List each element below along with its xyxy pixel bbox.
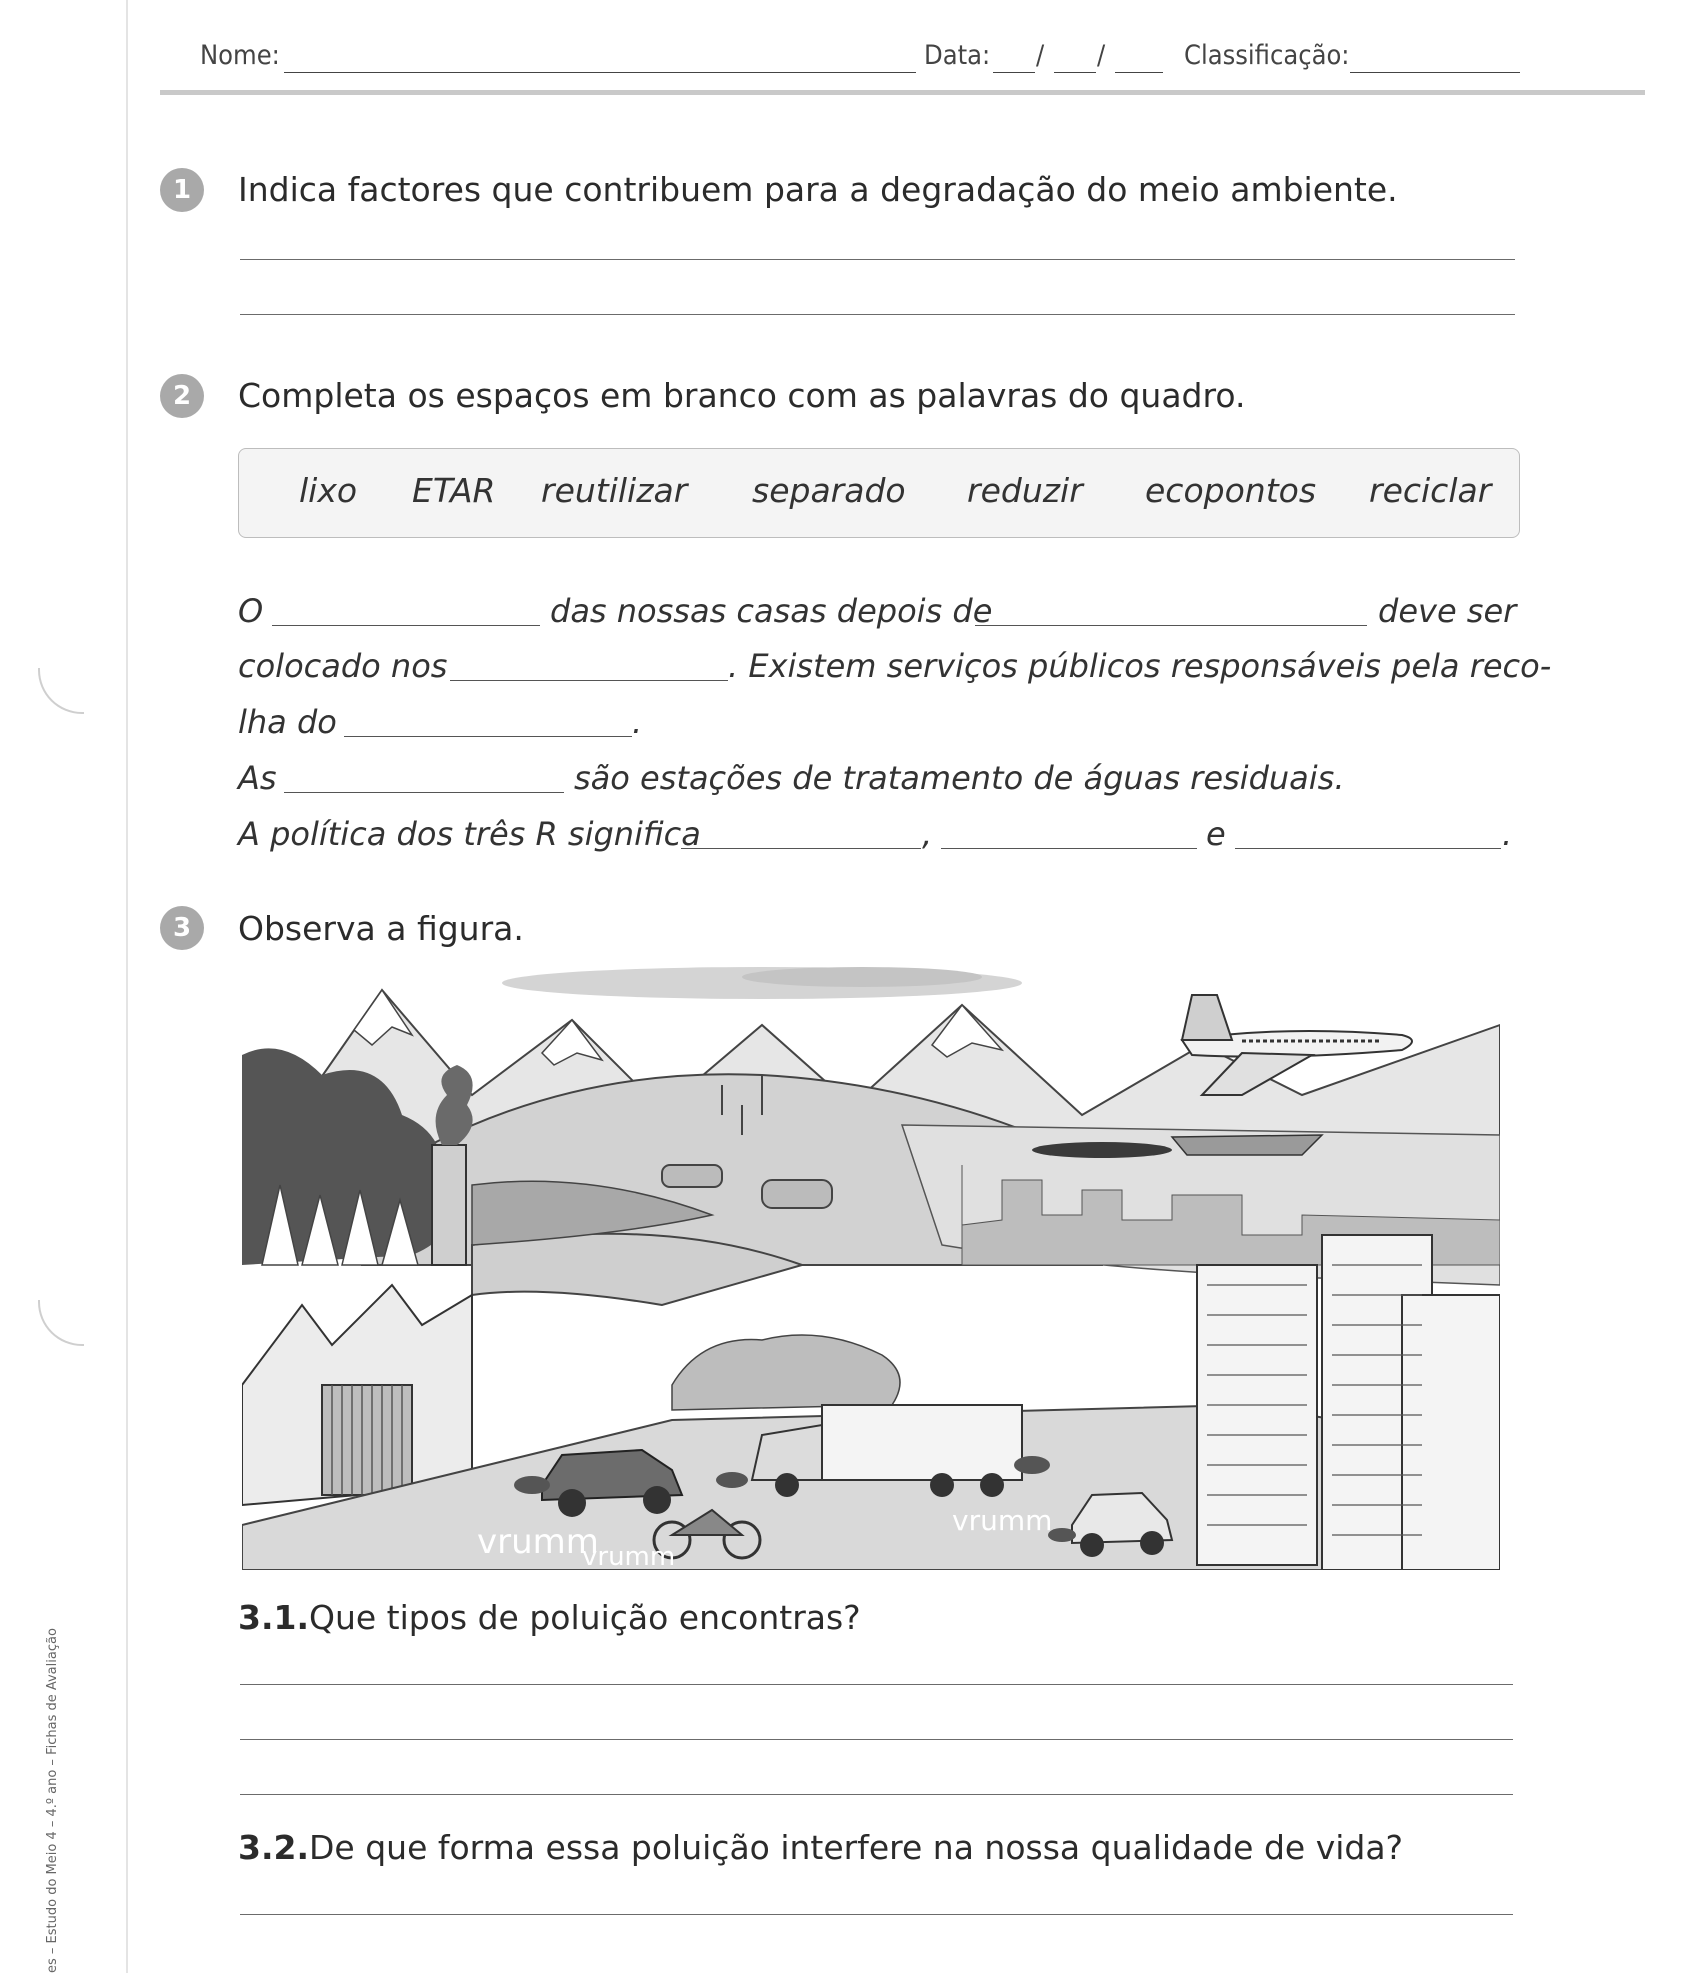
- word-bank-item: lixo: [299, 471, 358, 510]
- binding-edge: [126, 0, 128, 1973]
- paragraph-text: colocado nos: [238, 647, 448, 685]
- word-bank-box: [238, 448, 1520, 538]
- fill-blank[interactable]: [681, 848, 921, 849]
- subquestion-3-1: [238, 1598, 861, 1637]
- paragraph-text: ,: [922, 815, 933, 853]
- question-3-text: Observa a figura.: [238, 909, 524, 948]
- classification-field[interactable]: [1350, 72, 1520, 73]
- question-2-text: Completa os espaços em branco com as palavras do quadro.: [238, 376, 1246, 415]
- paragraph-text: lha do: [238, 703, 337, 741]
- paragraph-text: .: [1502, 815, 1513, 853]
- answer-line[interactable]: [240, 1739, 1513, 1740]
- sound-effect-text: vrumm: [952, 1504, 1053, 1537]
- subquestion-text: Que tipos de poluição encontras?: [309, 1598, 861, 1637]
- subquestion-number: 3.2.: [238, 1828, 309, 1867]
- pollution-illustration: [242, 965, 1500, 1570]
- paragraph-text: .: [632, 703, 643, 741]
- paragraph-text: das nossas casas depois de: [550, 592, 993, 630]
- word-bank-item: reutilizar: [541, 471, 688, 510]
- pollution-scene-svg: [242, 965, 1500, 1570]
- question-number-badge: 3: [160, 906, 204, 950]
- subquestion-text: De que forma essa poluição interfere na nossa qualidade de vida?: [309, 1828, 1404, 1867]
- punch-hole: [38, 668, 84, 714]
- word-bank-item: ecopontos: [1145, 471, 1317, 510]
- date-month-field[interactable]: [1054, 72, 1096, 73]
- ship: [1172, 1135, 1322, 1155]
- date-day-field[interactable]: [993, 72, 1035, 73]
- side-credit: [44, 1595, 64, 1973]
- name-field[interactable]: [284, 72, 916, 73]
- fill-blank[interactable]: [941, 848, 1197, 849]
- paragraph-text: O: [238, 592, 264, 630]
- word-bank-item: ETAR: [412, 471, 496, 510]
- sound-effect-text: vrumm: [582, 1542, 676, 1570]
- punch-hole: [38, 1300, 84, 1346]
- subquestion-number: 3.1.: [238, 1598, 309, 1637]
- paragraph-text: As: [238, 759, 277, 797]
- subquestion-3-2: [238, 1828, 1403, 1867]
- fill-blank[interactable]: [272, 625, 540, 626]
- date-year-field[interactable]: [1115, 72, 1163, 73]
- fill-blank[interactable]: [284, 792, 564, 793]
- answer-line[interactable]: [240, 259, 1515, 260]
- answer-line[interactable]: [240, 314, 1515, 315]
- answer-line[interactable]: [240, 1794, 1513, 1795]
- date-separator: /: [1036, 40, 1045, 71]
- fill-blank[interactable]: [1235, 848, 1501, 849]
- answer-line[interactable]: [240, 1914, 1513, 1915]
- fill-blank[interactable]: [450, 680, 728, 681]
- question-1-text: Indica factores que contribuem para a degradação do meio ambiente.: [238, 170, 1398, 209]
- side-credit-text: es – Estudo do Meio 4 – 4.º ano – Fichas de Avaliação: [45, 1628, 60, 1973]
- header-rule: [160, 90, 1645, 95]
- paragraph-text: A política dos três R significa: [238, 815, 701, 853]
- fill-blank[interactable]: [975, 625, 1367, 626]
- word-bank-item: reciclar: [1369, 471, 1492, 510]
- sound-effect-text: vrumm: [477, 1522, 599, 1562]
- paragraph-text: . Existem serviços públicos responsáveis pela reco-: [728, 647, 1552, 685]
- question-number-badge: 2: [160, 374, 204, 418]
- date-separator: /: [1097, 40, 1106, 71]
- fill-blank[interactable]: [344, 736, 632, 737]
- date-label: Data:: [924, 40, 991, 71]
- paragraph-text: são estações de tratamento de águas residuais.: [574, 759, 1345, 797]
- oil-spill: [1032, 1142, 1172, 1158]
- word-bank-item: separado: [752, 471, 906, 510]
- classification-label: Classificação:: [1184, 40, 1350, 71]
- paragraph-text: e: [1206, 815, 1226, 853]
- question-number-badge: 1: [160, 168, 204, 212]
- worksheet-header: [200, 36, 1520, 76]
- factory-chimney: [432, 1145, 466, 1265]
- paragraph-text: deve ser: [1378, 592, 1517, 630]
- word-bank-item: reduzir: [967, 471, 1083, 510]
- name-label: Nome:: [200, 40, 280, 71]
- answer-line[interactable]: [240, 1684, 1513, 1685]
